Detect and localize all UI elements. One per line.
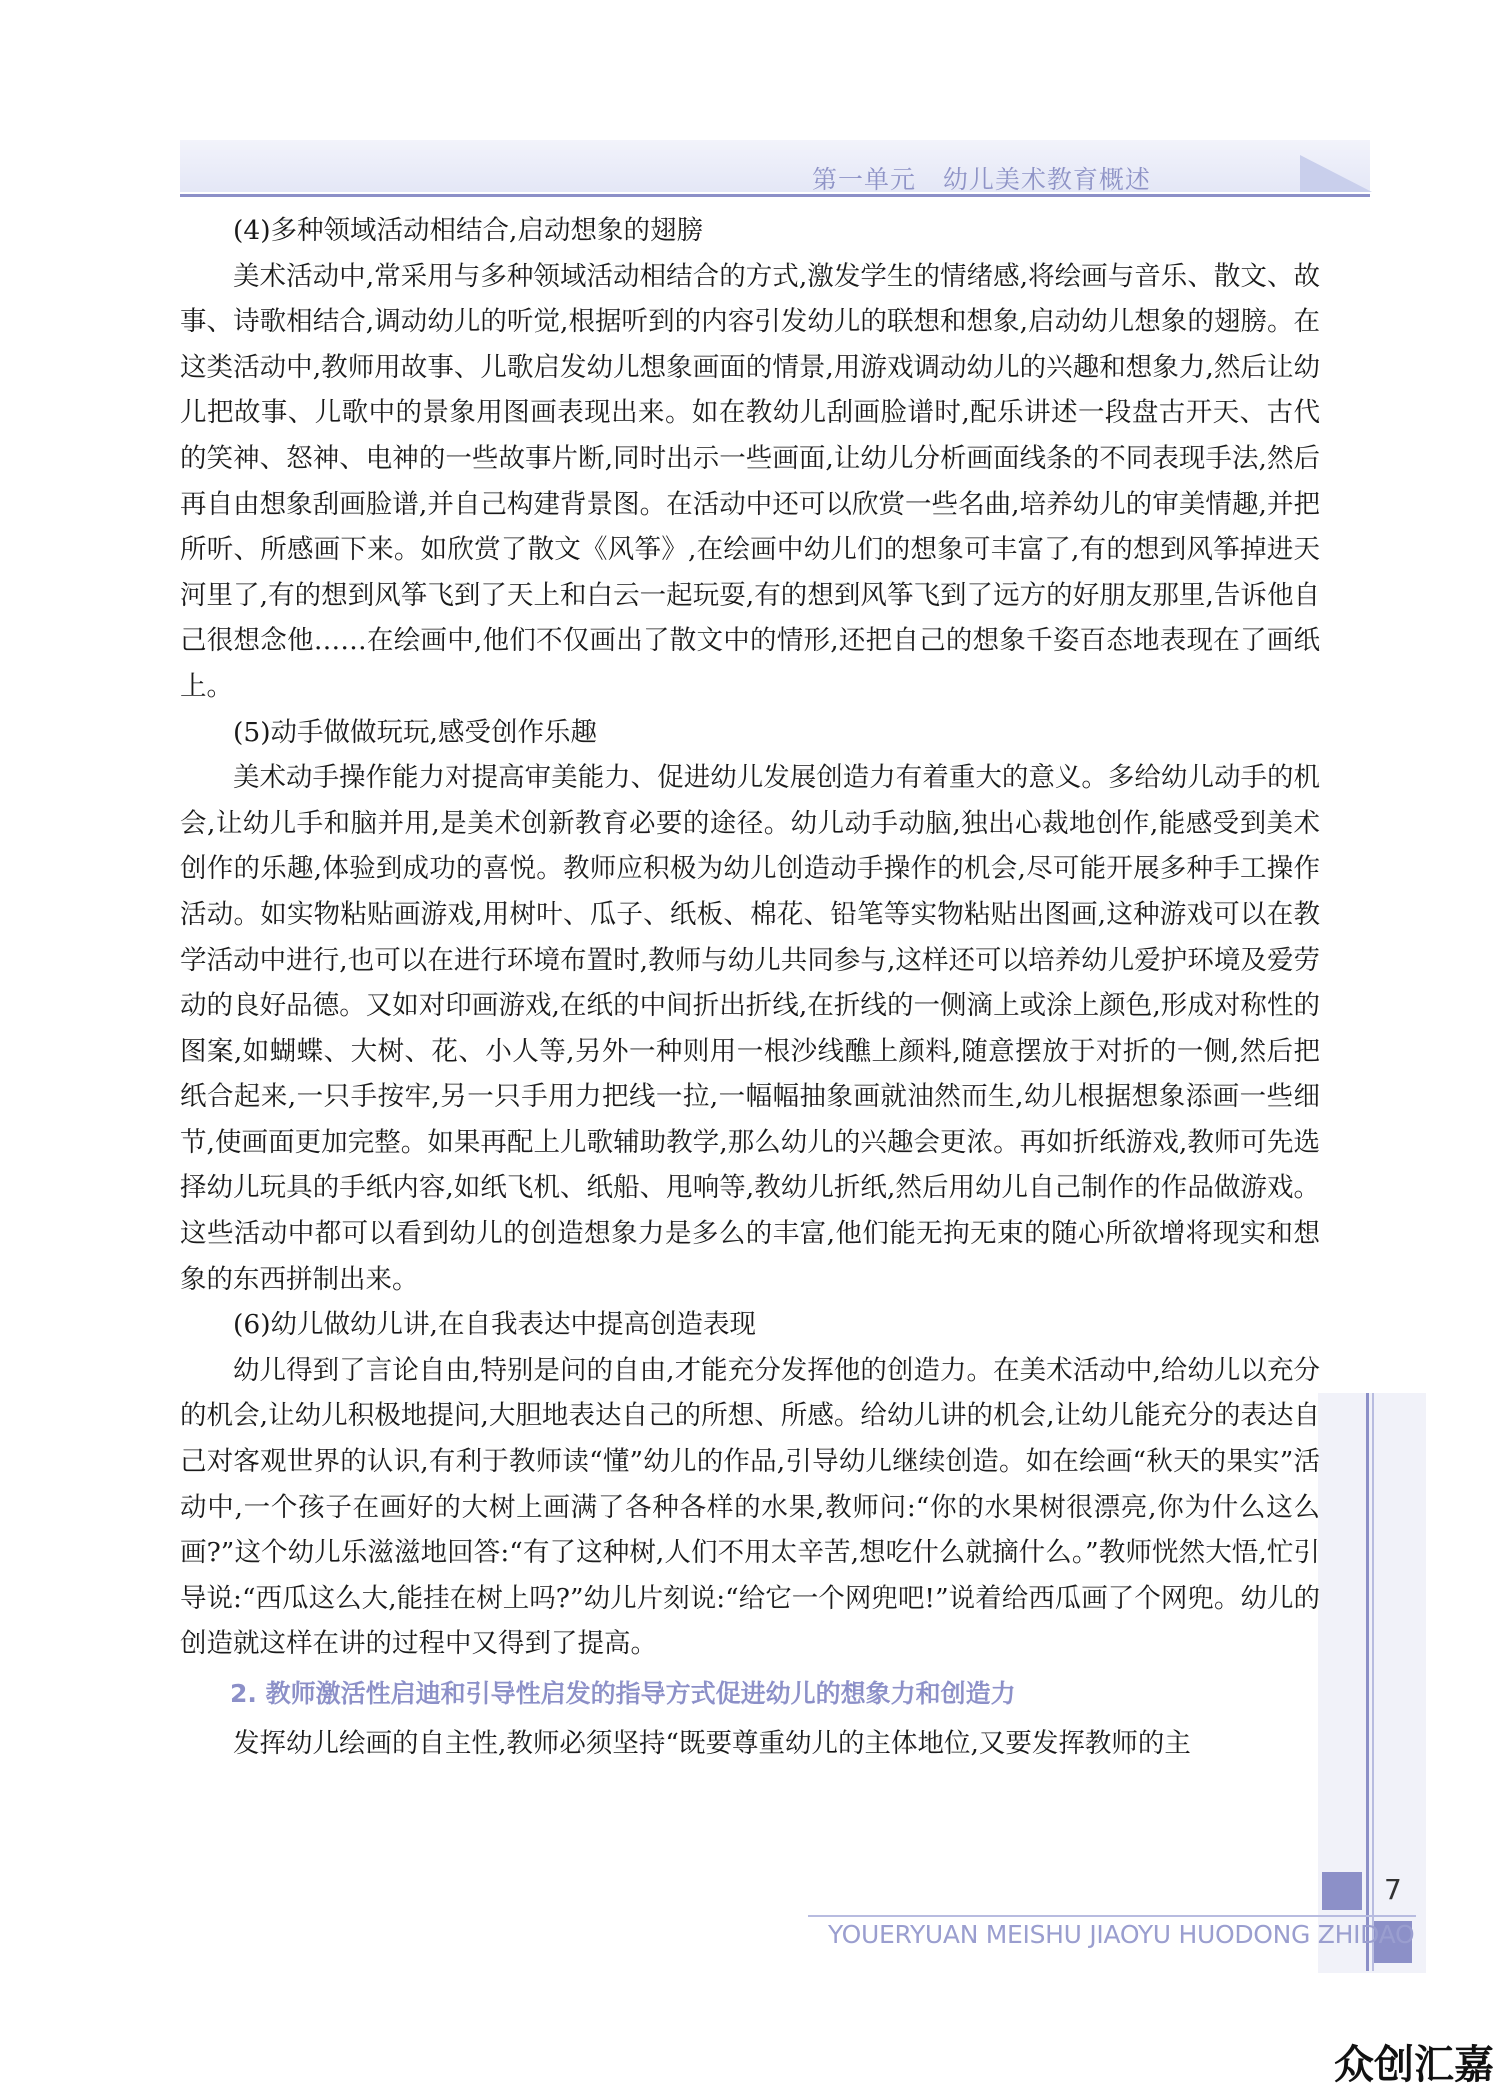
section-heading-2: 2. 教师激活性启迪和引导性启发的指导方式促进幼儿的想象力和创造力 xyxy=(230,1679,1016,1708)
paragraph-6: 幼儿得到了言论自由,特别是问的自由,才能充分发挥他的创造力。在美术活动中,给幼儿以充分的机会,让幼儿积极地提问,大胆地表达自己的所想、所感。给幼儿讲的机会,让幼儿能充分的表达自己对客观世界的认识,有利于教师读“懂”幼儿的作品,引导幼儿继续创造。如在绘画“秋天的果实”活动中,一个孩子在画好的大树上画满了各种各样的水果,教师问:“你的水果树很漂亮,你为什么这么画?”这个幼儿乐滋滋地回答:“有了这种树,人们不用太辛苦,想吃什么就摘什么。”教师恍然大悟,忙引导说:“西瓜这么大,能挂在树上吗?”幼儿片刻说:“给它一个网兜吧!”说着给西瓜画了个网兜。幼儿的创造就这样在讲的过程中又得到了提高。 xyxy=(180,1354,1320,1660)
paragraph-4: 美术活动中,常采用与多种领域活动相结合的方式,激发学生的情绪感,将绘画与音乐、散文、故事、诗歌相结合,调动幼儿的听觉,根据听到的内容引发幼儿的联想和想象,启动幼儿想象的翅膀。在这类活动中,教师用故事、儿歌启发幼儿想象画面的情景,用游戏调动幼儿的兴趣和想象力,然后让幼儿把故事、儿歌中的景象用图画表现出来。如在教幼儿刮画脸谱时,配乐讲述一段盘古开天、古代的笑神、怒神、电神的一些故事片断,同时出示一些画面,让幼儿分析画面线条的不同表现手法,然后再自由想象刮画脸谱,并自己构建背景图。在活动中还可以欣赏一些名曲,培养幼儿的审美情趣,并把所听、所感画下来。如欣赏了散文《风筝》,在绘画中幼儿们的想象可丰富了,有的想到风筝掉进天河里了,有的想到风筝飞到了天上和白云一起玩耍,有的想到风筝飞到了远方的好朋友那里,告诉他自己很想念他……在绘画中,他们不仅画出了散文中的情形,还把自己的想象千姿百态地表现在了画纸上。 xyxy=(180,260,1320,702)
subheading-6: (6)幼儿做幼儿讲,在自我表达中提高创造表现 xyxy=(233,1309,756,1341)
side-rule xyxy=(1366,1393,1369,1971)
header-triangle-decoration xyxy=(1300,155,1372,192)
page-body xyxy=(180,208,1320,1766)
header-rule xyxy=(180,194,1370,197)
paragraph-7: 发挥幼儿绘画的自主性,教师必须坚持“既要尊重幼儿的主体地位,又要发挥教师的主 xyxy=(233,1727,1191,1759)
paragraph-5: 美术动手操作能力对提高审美能力、促进幼儿发展创造力有着重大的意义。多给幼儿动手的机会,让幼儿手和脑并用,是美术创新教育必要的途径。幼儿动手动脑,独出心裁地创作,能感受到美术创作的乐趣,体验到成功的喜悦。教师应积极为幼儿创造动手操作的机会,尽可能开展多种手工操作活动。如实物粘贴画游戏,用树叶、瓜子、纸板、棉花、铅笔等实物粘贴出图画,这种游戏可以在教学活动中进行,也可以在进行环境布置时,教师与幼儿共同参与,这样还可以培养幼儿爱护环境及爱劳动的良好品德。又如对印画游戏,在纸的中间折出折线,在折线的一侧滴上或涂上颜色,形成对称性的图案,如蝴蝶、大树、花、小人等,另外一种则用一根沙线醮上颜料,随意摆放于对折的一侧,然后把纸合起来,一只手按牢,另一只手用力把线一拉,一幅幅抽象画就油然而生,幼儿根据想象添画一些细节,使画面更加完整。如果再配上儿歌辅助教学,那么幼儿的兴趣会更浓。再如折纸游戏,教师可先选择幼儿玩具的手纸内容,如纸飞机、纸船、甩响等,教幼儿折纸,然后用幼儿自己制作的作品做游戏。这些活动中都可以看到幼儿的创造想象力是多么的丰富,他们能无拘无束的随心所欲增将现实和想象的东西拼制出来。 xyxy=(180,762,1320,1295)
subheading-4: (4)多种领域活动相结合,启动想象的翅膀 xyxy=(233,215,703,246)
subheading-5: (5)动手做做玩玩,感受创作乐趣 xyxy=(233,716,597,748)
page-number: 7 xyxy=(1384,1873,1402,1906)
chapter-title: 第一单元 幼儿美术教育概述 xyxy=(812,165,1151,194)
side-rule-secondary xyxy=(1372,1393,1374,1971)
header-band xyxy=(180,140,1370,192)
running-title: YOUERYUAN MEISHU JIAOYU HUODONG ZHIDAO xyxy=(828,1920,1415,1949)
footer-rule xyxy=(808,1915,1416,1917)
watermark-logo: 众创汇嘉 xyxy=(1334,2042,1494,2088)
page-number-block xyxy=(1322,1872,1362,1910)
